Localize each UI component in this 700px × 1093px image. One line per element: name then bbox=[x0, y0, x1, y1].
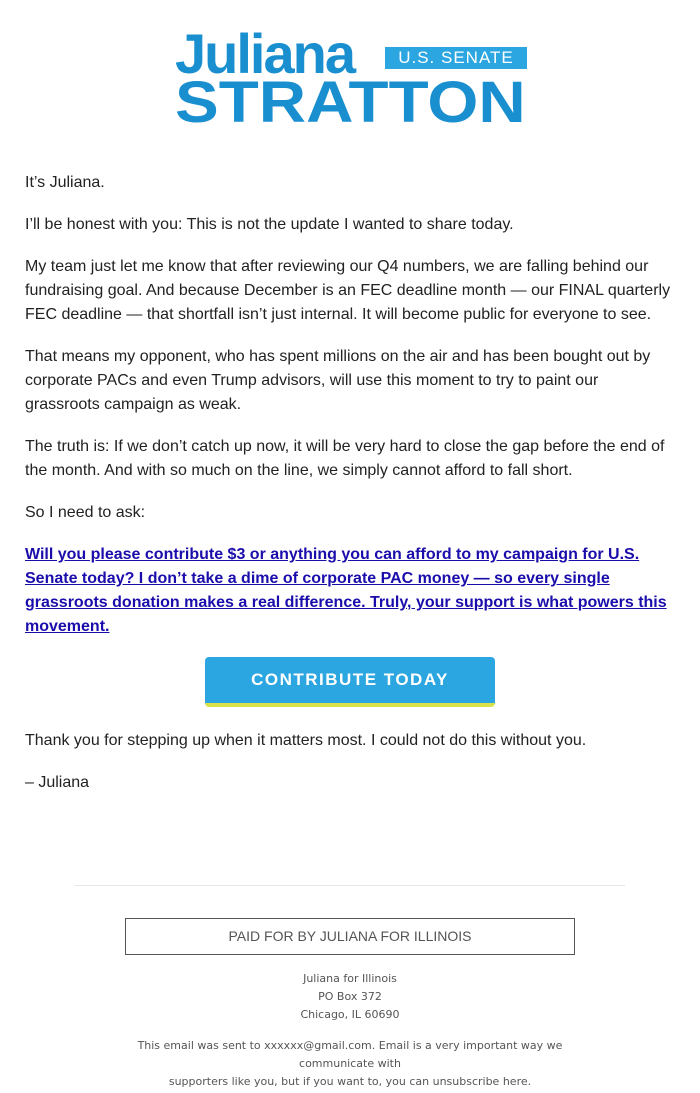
logo-senate-badge: U.S. SENATE bbox=[385, 47, 527, 69]
legal-line-2-suffix: . bbox=[527, 1075, 532, 1088]
donation-ask-link[interactable]: Will you please contribute $3 or anything you can afford to my campaign for U.S. Senate today? I don’t take a dime of corporate PAC money — so every single grassroots donation makes a real difference. Truly, your support is what powers this movement. bbox=[25, 546, 667, 635]
email-body bbox=[25, 171, 675, 813]
contribute-today-button[interactable]: CONTRIBUTE TODAY bbox=[205, 657, 495, 707]
paragraph-2: My team just let me know that after reviewing our Q4 numbers, we are falling behind our fundraising goal. And because December is an FEC deadline month — our FINAL quarterly FEC deadline — that shortfall isn’t just internal. It will become public for everyone to see. bbox=[25, 258, 671, 323]
paragraph-1: I’ll be honest with you: This is not the update I wanted to share today. bbox=[25, 216, 514, 233]
closing-paragraph: Thank you for stepping up when it matters most. I could not do this without you. bbox=[25, 732, 587, 749]
legal-line-2 bbox=[100, 1073, 600, 1091]
signature: – Juliana bbox=[25, 774, 90, 791]
legal-notice bbox=[100, 1037, 600, 1091]
paid-for-disclaimer: PAID FOR BY JULIANA FOR ILLINOIS bbox=[125, 918, 575, 955]
footer-divider bbox=[75, 885, 625, 886]
legal-line-1: This email was sent to xxxxxx@gmail.com. Email is a very important way we communicate with bbox=[137, 1039, 563, 1070]
mailing-address bbox=[0, 970, 700, 1024]
paragraph-3: That means my opponent, who has spent millions on the air and has been bought out by corporate PACs and even Trump advisors, will use this moment to try to paint our grassroots campaign as weak. bbox=[25, 348, 651, 413]
cta-container bbox=[0, 657, 700, 707]
paragraph-5: So I need to ask: bbox=[25, 504, 146, 521]
logo-first-name: Juliana bbox=[175, 22, 354, 85]
address-line-pobox: PO Box 372 bbox=[318, 990, 382, 1003]
campaign-logo bbox=[175, 22, 527, 135]
paragraph-4: The truth is: If we don’t catch up now, it will be very hard to close the gap before the end of the month. And with so much on the line, we simply cannot afford to fall short. bbox=[25, 438, 665, 479]
address-line-city: Chicago, IL 60690 bbox=[300, 1008, 400, 1021]
unsubscribe-link[interactable]: unsubscribe here bbox=[432, 1075, 528, 1088]
greeting: It’s Juliana. bbox=[25, 174, 105, 191]
logo-last-name: STRATTON bbox=[175, 70, 526, 135]
legal-line-2-prefix: supporters like you, but if you want to, you can bbox=[168, 1075, 433, 1088]
address-line-org: Juliana for Illinois bbox=[303, 972, 397, 985]
